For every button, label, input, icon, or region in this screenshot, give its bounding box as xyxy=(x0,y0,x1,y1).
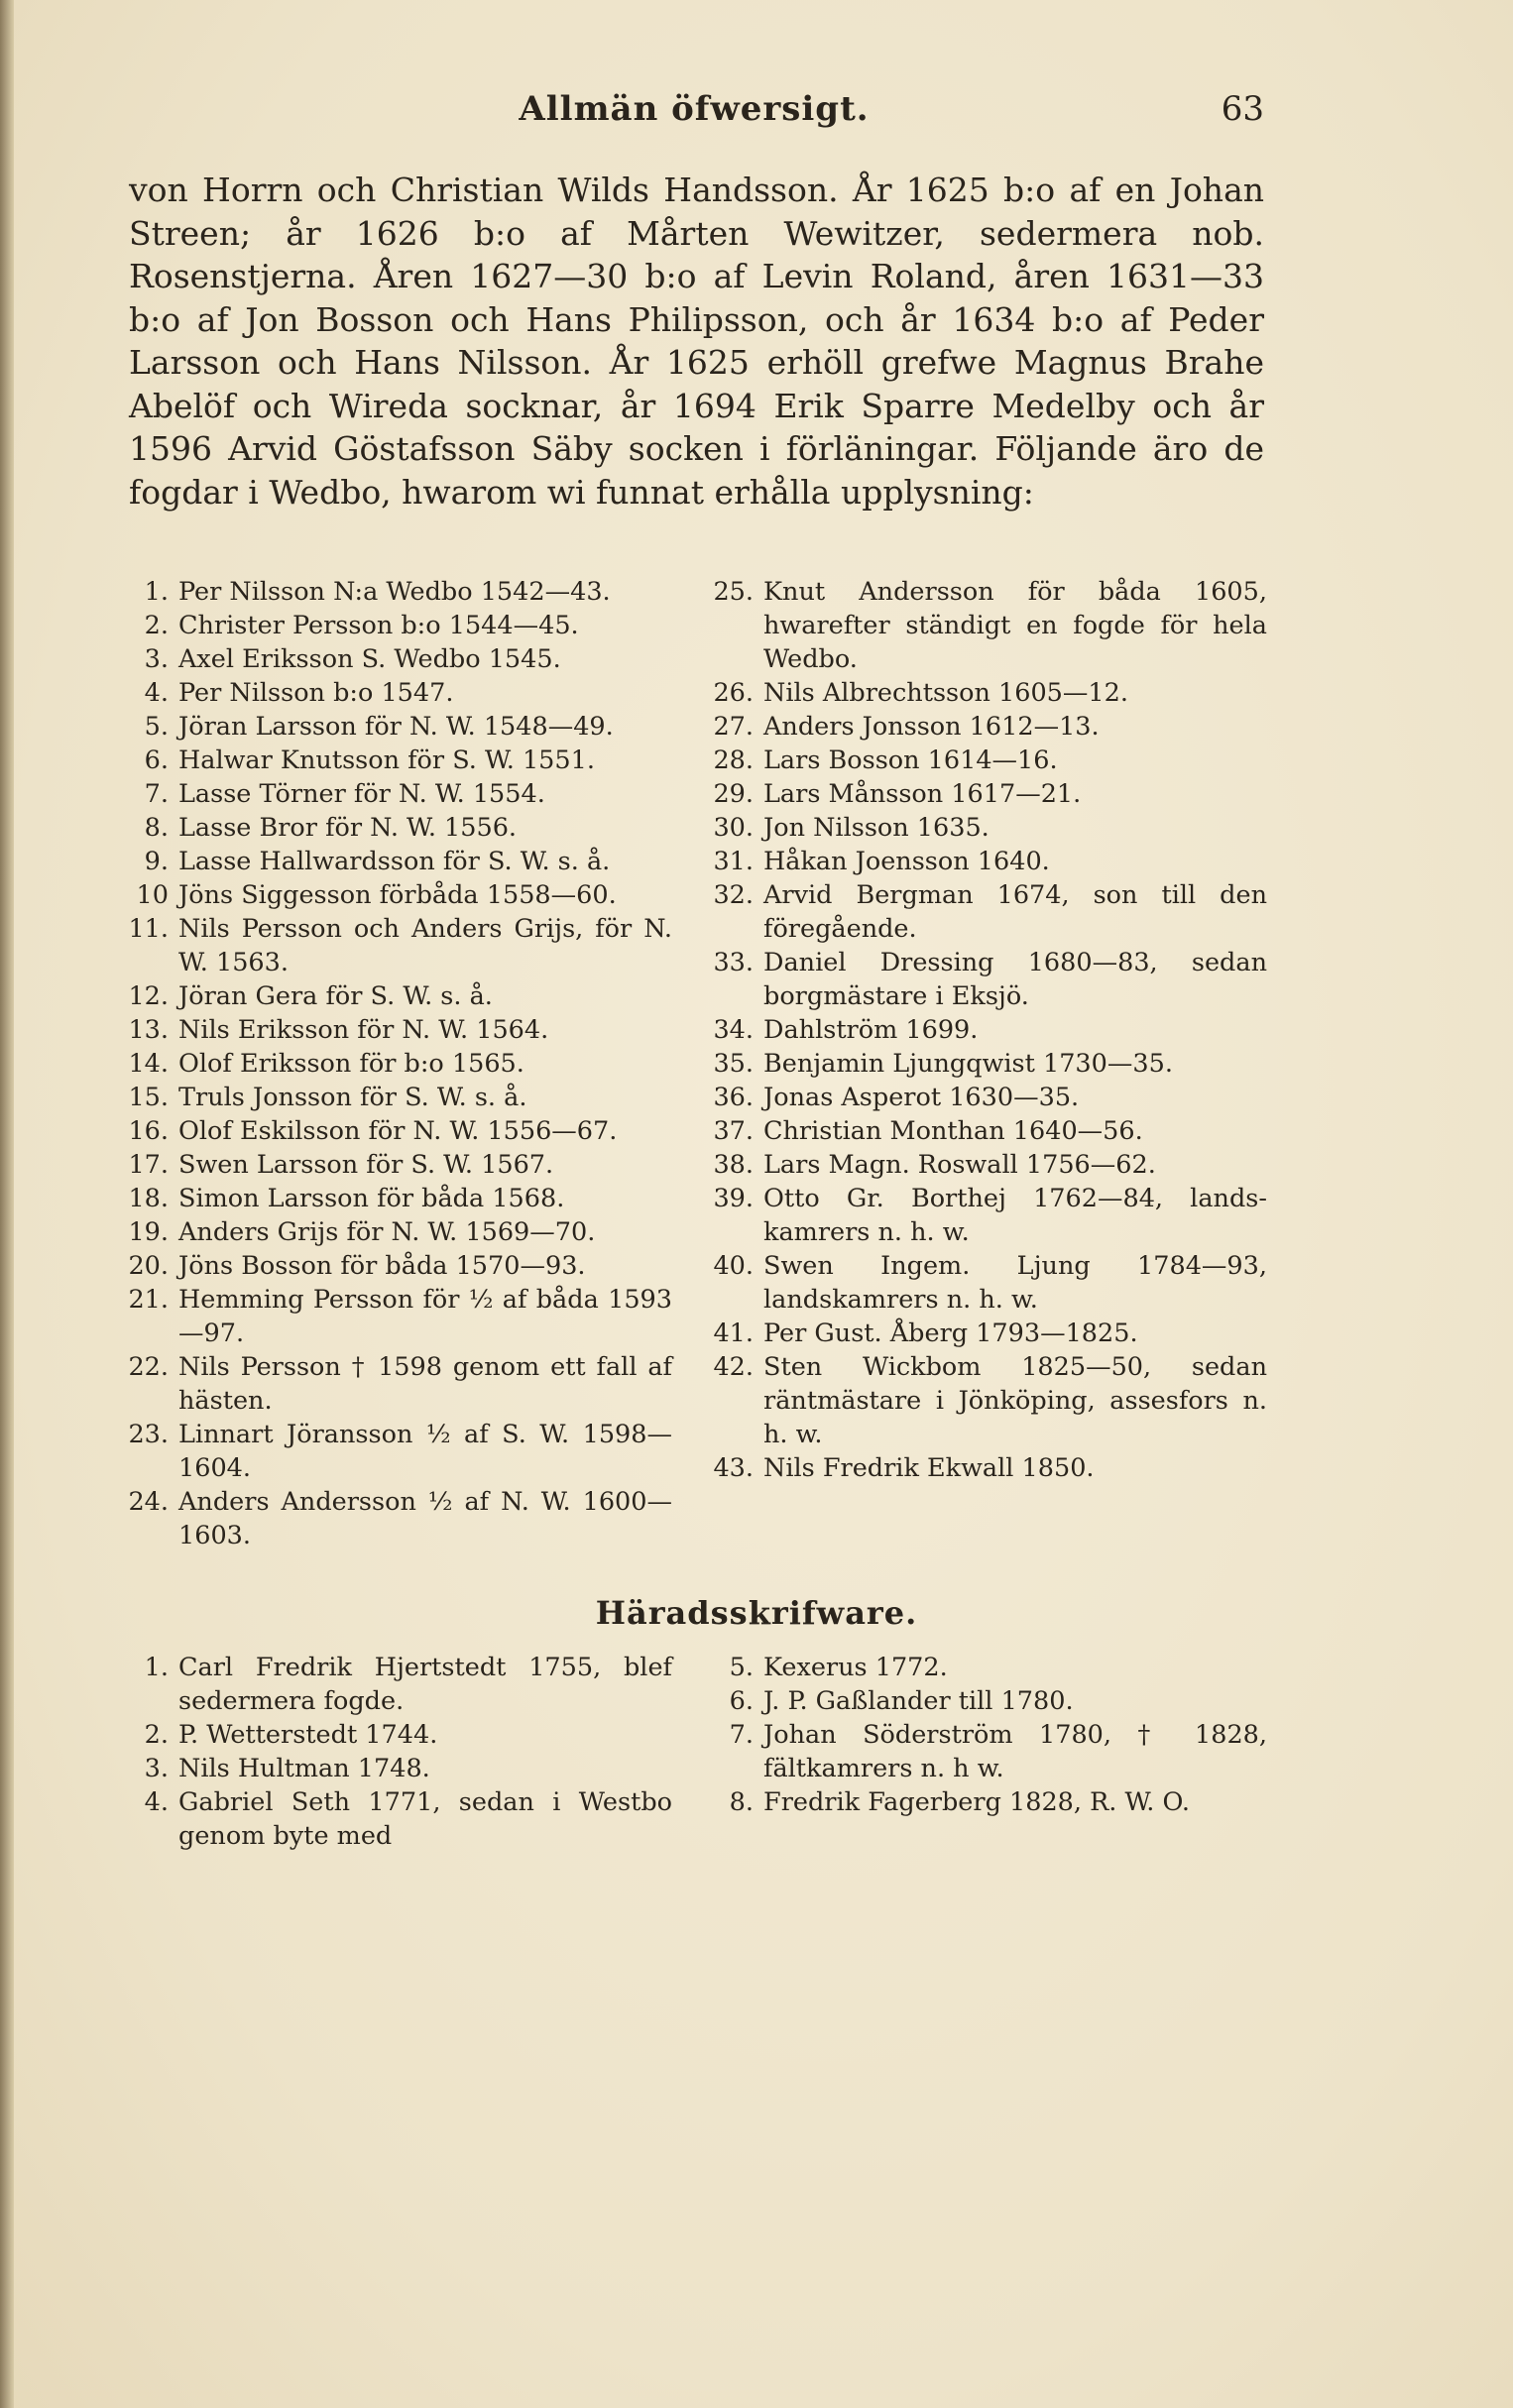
item-number: 22. xyxy=(128,1352,169,1382)
intro-paragraph: von Horrn och Christian Wilds Handsson. År 1625 b:o af en Johan Streen; år 1626 b:o af Mårten Wewitzer, sedermera nob. Rosenstjerna. Åren 1627—30 b:o af Levin Roland, åren 1631—33 b:o af Jon Bosson och Hans Philipsson, och år 1634 b:o af Peder Larsson och Hans Nilsson. År 1625 erhöll grefwe Magnus Brahe Abelöf och Wireda socknar, år 1694 Erik Sparre Medelby och år 1596 Arvid Göstafsson Säby socken i förläningar. Följande äro de fogdar i Wedbo, hwarom wi funnat erhålla upplysning: xyxy=(129,171,1264,512)
item-text: Lars Bosson 1614—16. xyxy=(763,745,1058,775)
item-number: 32. xyxy=(713,880,754,910)
list-item xyxy=(702,1081,1267,1114)
item-number: 18. xyxy=(128,1184,169,1213)
item-number: 21. xyxy=(128,1285,169,1315)
item-text: Per Nilsson b:o 1547. xyxy=(178,678,454,708)
item-number: 40. xyxy=(713,1251,754,1281)
list-item xyxy=(702,1684,1267,1718)
list-item xyxy=(117,845,672,878)
item-number: 6. xyxy=(729,1686,754,1716)
item-text: Per Gust. Åberg 1793—1825. xyxy=(763,1319,1138,1348)
list-item xyxy=(702,1718,1267,1785)
item-number: 30. xyxy=(713,813,754,843)
item-number: 42. xyxy=(713,1352,754,1382)
list-item xyxy=(117,1785,672,1853)
item-number: 11. xyxy=(128,914,169,944)
list-item xyxy=(702,1047,1267,1081)
list-item xyxy=(117,575,672,609)
item-number: 8. xyxy=(144,813,169,843)
item-text: Olof Eskilsson för N. W. 1556—67. xyxy=(178,1116,618,1146)
item-text: Benjamin Ljungqwist 1730—35. xyxy=(763,1049,1173,1079)
item-text: Nils Fredrik Ekwall 1850. xyxy=(763,1453,1095,1483)
item-text: Daniel Dressing 1680—83, sedan borgmästare i Eksjö. xyxy=(763,948,1267,1011)
fogdar-right-column xyxy=(702,575,1267,1485)
item-text: Christer Persson b:o 1544—45. xyxy=(178,611,579,640)
list-item xyxy=(117,710,672,744)
item-number: 23. xyxy=(128,1420,169,1449)
item-number: 8. xyxy=(729,1787,754,1817)
item-text: Arvid Bergman 1674, son till den föregående. xyxy=(763,880,1267,944)
item-text: Anders Grijs för N. W. 1569—70. xyxy=(178,1217,596,1247)
item-text: Lars Månsson 1617—21. xyxy=(763,779,1082,809)
item-number: 41. xyxy=(713,1319,754,1348)
list-item xyxy=(117,744,672,777)
list-item xyxy=(117,878,672,912)
running-title: Allmän öfwersigt. xyxy=(519,89,870,129)
item-text: Jöran Larsson för N. W. 1548—49. xyxy=(178,712,614,742)
list-item xyxy=(702,744,1267,777)
item-text: Lasse Törner för N. W. 1554. xyxy=(178,779,545,809)
item-text: Nils Persson † 1598 genom ett fall af hästen. xyxy=(178,1352,672,1416)
item-text: Kexerus 1772. xyxy=(763,1653,948,1682)
item-number: 4. xyxy=(144,1787,169,1817)
item-text: Jöns Siggesson förbåda 1558—60. xyxy=(178,880,617,910)
item-number: 3. xyxy=(144,1754,169,1783)
item-number: 12. xyxy=(128,981,169,1011)
list-item xyxy=(117,912,672,979)
item-text: Dahlström 1699. xyxy=(763,1015,979,1045)
list-item xyxy=(117,1350,672,1418)
list-item xyxy=(117,1485,672,1552)
list-item xyxy=(117,1013,672,1047)
page-header xyxy=(124,89,1264,139)
haradsskrifware-right-column xyxy=(702,1651,1267,1819)
item-text: Olof Eriksson för b:o 1565. xyxy=(178,1049,524,1079)
section-title: Häradsskrifware. xyxy=(595,1594,918,1632)
item-number: 26. xyxy=(713,678,754,708)
item-number: 14. xyxy=(128,1049,169,1079)
list-item xyxy=(702,1451,1267,1485)
list-item xyxy=(702,1148,1267,1182)
item-number: 31. xyxy=(713,847,754,876)
item-text: Linnart Jöransson ½ af S. W. 1598—1604. xyxy=(178,1420,672,1483)
fogdar-left-column xyxy=(117,575,672,1552)
list-item xyxy=(702,1317,1267,1350)
list-item xyxy=(702,811,1267,845)
list-item xyxy=(117,1047,672,1081)
haradsskrifware-left-column xyxy=(117,1651,672,1853)
item-number: 19. xyxy=(128,1217,169,1247)
item-text: J. P. Gaßlander till 1780. xyxy=(763,1686,1074,1716)
list-item xyxy=(702,1651,1267,1684)
item-number: 38. xyxy=(713,1150,754,1180)
item-text: Jonas Asperot 1630—35. xyxy=(763,1083,1080,1112)
item-text: Nils Hultman 1748. xyxy=(178,1754,430,1783)
item-text: Swen Larsson för S. W. 1567. xyxy=(178,1150,554,1180)
item-text: Anders Jonsson 1612—13. xyxy=(763,712,1100,742)
item-number: 33. xyxy=(713,948,754,977)
list-item xyxy=(702,1114,1267,1148)
item-text: Nils Albrechtsson 1605—12. xyxy=(763,678,1128,708)
item-number: 4. xyxy=(144,678,169,708)
list-item xyxy=(702,878,1267,946)
item-text: Lars Magn. Roswall 1756—62. xyxy=(763,1150,1156,1180)
list-item xyxy=(702,1785,1267,1819)
list-item xyxy=(117,777,672,811)
list-item xyxy=(117,1249,672,1283)
list-item xyxy=(117,979,672,1013)
list-item xyxy=(117,1148,672,1182)
list-item xyxy=(117,1114,672,1148)
item-number: 36. xyxy=(713,1083,754,1112)
item-text: Otto Gr. Borthej 1762—84, lands-kamrers n. h. w. xyxy=(763,1184,1267,1247)
item-number: 10 xyxy=(136,880,169,910)
item-text: Gabriel Seth 1771, sedan i Westbo genom byte med xyxy=(178,1787,672,1851)
item-text: Halwar Knutsson för S. W. 1551. xyxy=(178,745,595,775)
item-number: 25. xyxy=(713,577,754,607)
list-item xyxy=(702,676,1267,710)
item-text: Lasse Bror för N. W. 1556. xyxy=(178,813,518,843)
list-item xyxy=(117,1651,672,1718)
item-number: 20. xyxy=(128,1251,169,1281)
list-item xyxy=(117,1215,672,1249)
page-edge xyxy=(0,0,14,2408)
list-item xyxy=(117,609,672,642)
list-item xyxy=(117,1718,672,1752)
list-item xyxy=(117,811,672,845)
item-number: 6. xyxy=(144,745,169,775)
item-text: Lasse Hallwardsson för S. W. s. å. xyxy=(178,847,611,876)
item-number: 16. xyxy=(128,1116,169,1146)
item-number: 5. xyxy=(729,1653,754,1682)
item-text: Fredrik Fagerberg 1828, R. W. O. xyxy=(763,1787,1191,1817)
item-number: 35. xyxy=(713,1049,754,1079)
list-item xyxy=(117,1081,672,1114)
list-item xyxy=(117,1752,672,1785)
list-item xyxy=(702,777,1267,811)
item-text: Swen Ingem. Ljung 1784—93, landskamrers n. h. w. xyxy=(763,1251,1267,1315)
item-text: Jon Nilsson 1635. xyxy=(763,813,989,843)
item-number: 15. xyxy=(128,1083,169,1112)
list-item xyxy=(702,1249,1267,1317)
item-number: 34. xyxy=(713,1015,754,1045)
item-number: 43. xyxy=(713,1453,754,1483)
item-number: 13. xyxy=(128,1015,169,1045)
list-item xyxy=(117,1283,672,1350)
item-number: 24. xyxy=(128,1487,169,1517)
list-item xyxy=(117,1418,672,1485)
item-text: Jöns Bosson för båda 1570—93. xyxy=(178,1251,586,1281)
item-text: Nils Persson och Anders Grijs, för N. W. 1563. xyxy=(178,914,672,977)
item-number: 3. xyxy=(144,644,169,674)
item-text: Christian Monthan 1640—56. xyxy=(763,1116,1143,1146)
list-item xyxy=(702,1013,1267,1047)
item-text: Truls Jonsson för S. W. s. å. xyxy=(178,1083,527,1112)
list-item xyxy=(702,1182,1267,1249)
item-number: 2. xyxy=(144,1720,169,1750)
item-text: Anders Andersson ½ af N. W. 1600—1603. xyxy=(178,1487,672,1550)
item-text: Johan Söderström 1780, † 1828, fältkamrers n. h w. xyxy=(763,1720,1267,1783)
item-text: P. Wetterstedt 1744. xyxy=(178,1720,438,1750)
item-number: 29. xyxy=(713,779,754,809)
list-item xyxy=(117,642,672,676)
item-number: 7. xyxy=(144,779,169,809)
list-item xyxy=(702,946,1267,1013)
item-number: 1. xyxy=(144,577,169,607)
item-number: 2. xyxy=(144,611,169,640)
item-text: Knut Andersson för båda 1605, hwarefter ständigt en fogde för hela Wedbo. xyxy=(763,577,1267,674)
item-text: Per Nilsson N:a Wedbo 1542—43. xyxy=(178,577,611,607)
item-number: 39. xyxy=(713,1184,754,1213)
item-text: Nils Eriksson för N. W. 1564. xyxy=(178,1015,549,1045)
list-item xyxy=(702,1350,1267,1451)
list-item xyxy=(117,676,672,710)
item-text: Jöran Gera för S. W. s. å. xyxy=(178,981,493,1011)
item-text: Axel Eriksson S. Wedbo 1545. xyxy=(178,644,561,674)
item-text: Sten Wickbom 1825—50, sedan räntmästare i Jönköping, assesfors n. h. w. xyxy=(763,1352,1267,1449)
item-text: Carl Fredrik Hjertstedt 1755, blef sedermera fogde. xyxy=(178,1653,672,1716)
list-item xyxy=(702,845,1267,878)
item-text: Håkan Joensson 1640. xyxy=(763,847,1050,876)
item-number: 17. xyxy=(128,1150,169,1180)
item-text: Hemming Persson för ½ af båda 1593—97. xyxy=(178,1285,672,1348)
list-item xyxy=(702,575,1267,676)
item-number: 28. xyxy=(713,745,754,775)
item-number: 7. xyxy=(729,1720,754,1750)
list-item xyxy=(117,1182,672,1215)
item-number: 37. xyxy=(713,1116,754,1146)
item-text: Simon Larsson för båda 1568. xyxy=(178,1184,565,1213)
list-item xyxy=(702,710,1267,744)
item-number: 1. xyxy=(144,1653,169,1682)
item-number: 27. xyxy=(713,712,754,742)
page-number: 63 xyxy=(1221,89,1264,129)
item-number: 5. xyxy=(144,712,169,742)
item-number: 9. xyxy=(144,847,169,876)
